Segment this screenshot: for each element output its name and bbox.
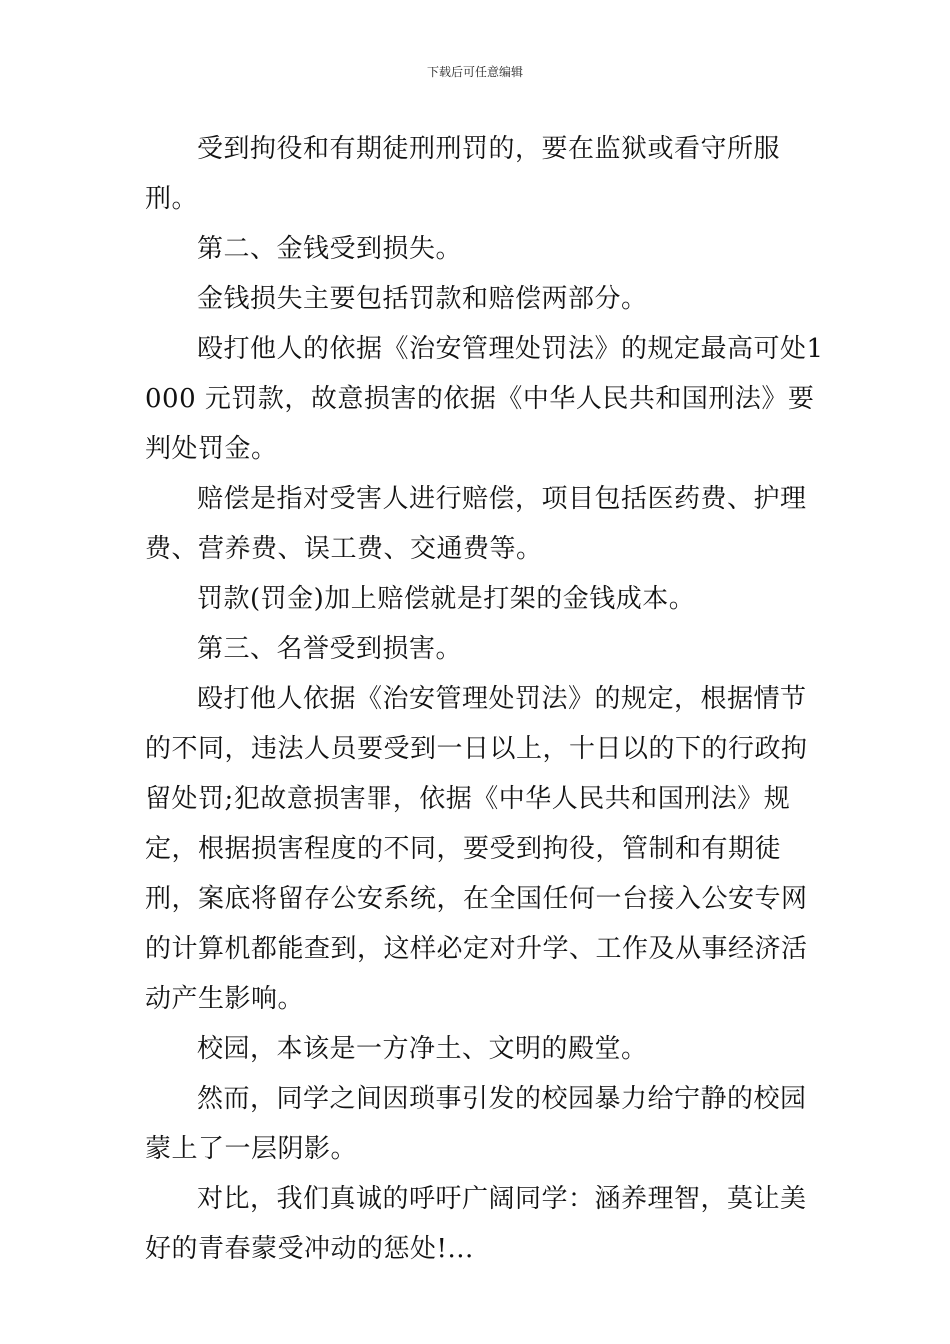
paragraph: 金钱损失主要包括罚款和赔偿两部分。 — [197, 284, 648, 314]
paragraph: 校园，本该是一方净土、文明的殿堂。 — [197, 1034, 648, 1064]
page-header: 下载后可任意编辑 — [426, 65, 523, 79]
document-body — [145, 124, 825, 1274]
paragraph: 受到拘役和有期徒刑刑罚的，要在监狱或看守所服刑。 — [145, 134, 781, 214]
paragraph: 对比，我们真诚的呼吁广阔同学：涵养理智，莫让美好的青春蒙受冲动的惩处!... — [145, 1184, 807, 1264]
section-heading: 第三、名誉受到损害。 — [197, 634, 463, 664]
paragraph: 赔偿是指对受害人进行赔偿，项目包括医药费、护理费、营养费、误工费、交通费等。 — [145, 484, 807, 564]
paragraph: 然而，同学之间因琐事引发的校园暴力给宁静的校园蒙上了一层阴影。 — [145, 1084, 807, 1164]
paragraph: 殴打他人的依据《治安管理处罚法》的规定最高可处1000 元罚款，故意损害的依据《中华人民共和国刑法》要判处罚金。 — [145, 334, 824, 464]
section-heading: 第二、金钱受到损失。 — [197, 234, 463, 264]
paragraph: 罚款(罚金)加上赔偿就是打架的金钱成本。 — [197, 584, 696, 614]
paragraph: 殴打他人依据《治安管理处罚法》的规定，根据情节的不同，违法人员要受到一日以上，十日以的下的行政拘留处罚;犯故意损害罪，依据《中华人民共和国刑法》规定，根据损害程度的不同，要受到拘役，管制和有期徒刑，案底将留存公安系统，在全国任何一台接入公安专网的计算机都能查到，这样必定对升学、工作及从事经济活动产生影响。 — [145, 684, 808, 1014]
